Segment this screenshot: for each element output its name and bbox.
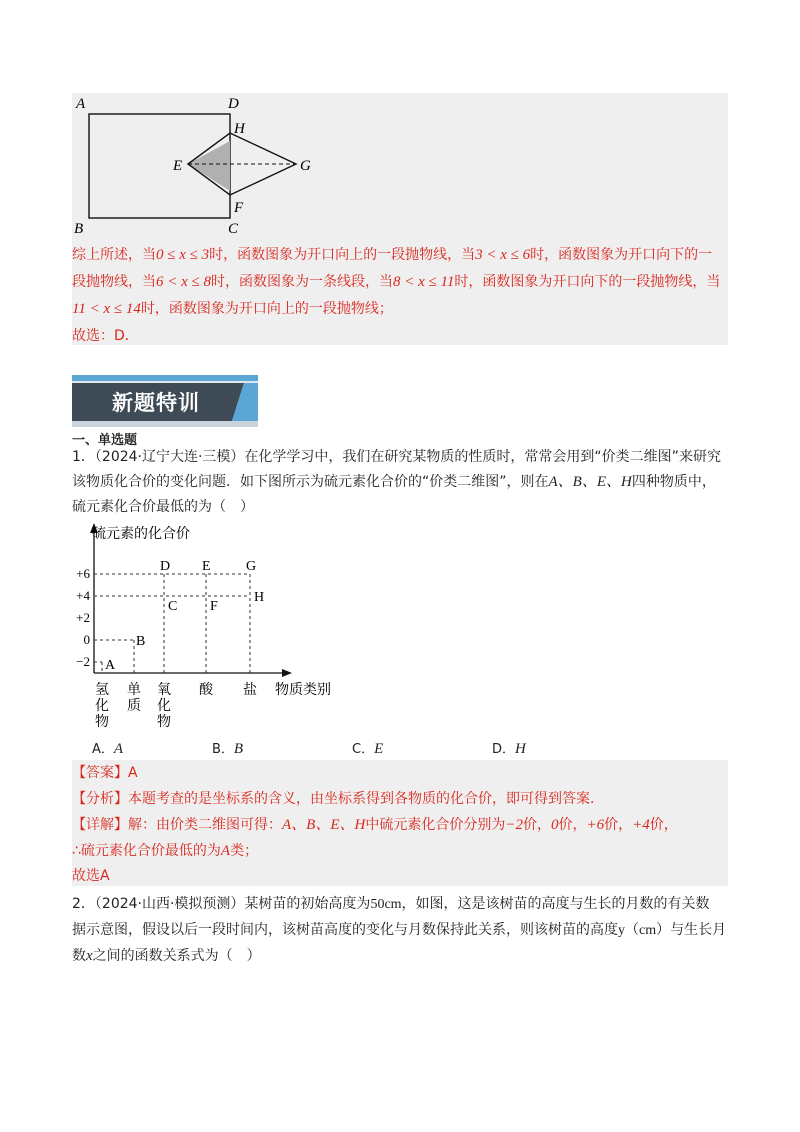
label-c: C — [228, 221, 239, 237]
x-tick-label: 盐 — [243, 683, 257, 698]
q2-line-2: 据示意图，假设以后一段时间内，该树苗高度的变化与月数保持此关系，则该树苗的高度y（cm）与生长月 — [72, 922, 727, 938]
y-tick-label: +4 — [76, 588, 90, 603]
q1-analysis: 【分析】本题考查的是坐标系的含义，由坐标系得到各物质的化合价，即可得到答案． — [72, 791, 604, 807]
q1-answer: 【答案】A — [72, 765, 138, 781]
y-axis-label: 硫元素的化合价 — [92, 527, 190, 542]
q1-line-3: 硫元素化合价最低的为（ ） — [72, 499, 254, 515]
y-tick-label: +2 — [76, 610, 90, 625]
q1-choice: 故选A — [72, 868, 110, 884]
point-label-c: C — [168, 599, 178, 614]
x-tick-label: 物 — [157, 715, 171, 730]
point-label-f: F — [210, 599, 218, 614]
x-tick-label: 化 — [95, 699, 109, 714]
section-heading: 一、单选题 — [72, 433, 138, 448]
y-tick-label: 0 — [83, 632, 90, 647]
label-b: B — [74, 221, 84, 237]
summary-line-3: 11 < x ≤ 14时，函数图象为开口向上的一段抛物线； — [72, 301, 393, 317]
x-axis-label: 物质类别 — [275, 683, 331, 698]
label-a: A — [76, 96, 86, 112]
q1-option-b[interactable]: B．B — [212, 741, 244, 757]
label-e: E — [173, 158, 183, 174]
label-d: D — [228, 96, 239, 112]
q1-detail: 【详解】解：由价类二维图可得：A、B、E、H中硫元素化合价分别为−2价，0价，+6价，+4价， — [72, 817, 678, 833]
point-label-d: D — [160, 559, 171, 574]
x-tick-label: 单 — [127, 683, 141, 698]
q2-line-1: 2．（2024·山西·模拟预测）某树苗的初始高度为50cm，如图，这是该树苗的高度与生长的月数的有关数 — [72, 896, 710, 912]
summary-line-2: 段抛物线，当6 < x ≤ 8时，函数图象为一条线段，当8 < x ≤ 11时，函数图象为开口向下的一段抛物线，当 — [72, 274, 721, 290]
q1-option-a[interactable]: A．A — [92, 741, 124, 757]
label-f: F — [234, 200, 244, 216]
label-h: H — [234, 121, 245, 137]
point-label-h: H — [254, 590, 265, 605]
y-tick-label: +6 — [76, 566, 90, 581]
q1-conclusion: ∴硫元素化合价最低的为A类； — [72, 843, 259, 859]
point-label-a: A — [105, 658, 116, 673]
geometry-figure — [72, 93, 332, 239]
q1-line-2: 该物质化合价的变化问题．如下图所示为硫元素化合价的“价类二维图”，则在A、B、E、H四种物质中， — [72, 474, 716, 490]
y-tick-label: −2 — [76, 654, 90, 669]
x-axis-arrow — [282, 669, 292, 677]
q1-option-c[interactable]: C．E — [352, 741, 384, 757]
q1-line-1: 1．（2024·辽宁大连·三模）在化学学习中，我们在研究某物质的性质时，常常会用到“价类二维图”来研究 — [72, 449, 721, 465]
x-tick-label: 化 — [157, 699, 171, 714]
x-tick-label: 质 — [127, 699, 141, 714]
x-tick-label: 氢 — [95, 683, 109, 698]
x-tick-label: 物 — [95, 715, 109, 730]
summary-choice: 故选：D． — [72, 328, 139, 344]
valence-chart — [72, 518, 352, 733]
point-label-e: E — [202, 559, 211, 574]
label-g: G — [300, 158, 311, 174]
point-label-b: B — [136, 634, 146, 649]
q2-line-3: 数x之间的函数关系式为（ ） — [72, 948, 261, 964]
x-tick-label: 氧 — [157, 683, 171, 698]
q1-option-d[interactable]: D．H — [492, 741, 526, 757]
x-tick-label: 酸 — [199, 683, 213, 698]
point-label-g: G — [246, 559, 257, 574]
banner-title: 新题特训 — [112, 391, 200, 415]
summary-line-1: 综上所述，当0 ≤ x ≤ 3时，函数图象为开口向上的一段抛物线，当3 < x ≤ 6时，函数图象为开口向下的一 — [72, 247, 713, 263]
